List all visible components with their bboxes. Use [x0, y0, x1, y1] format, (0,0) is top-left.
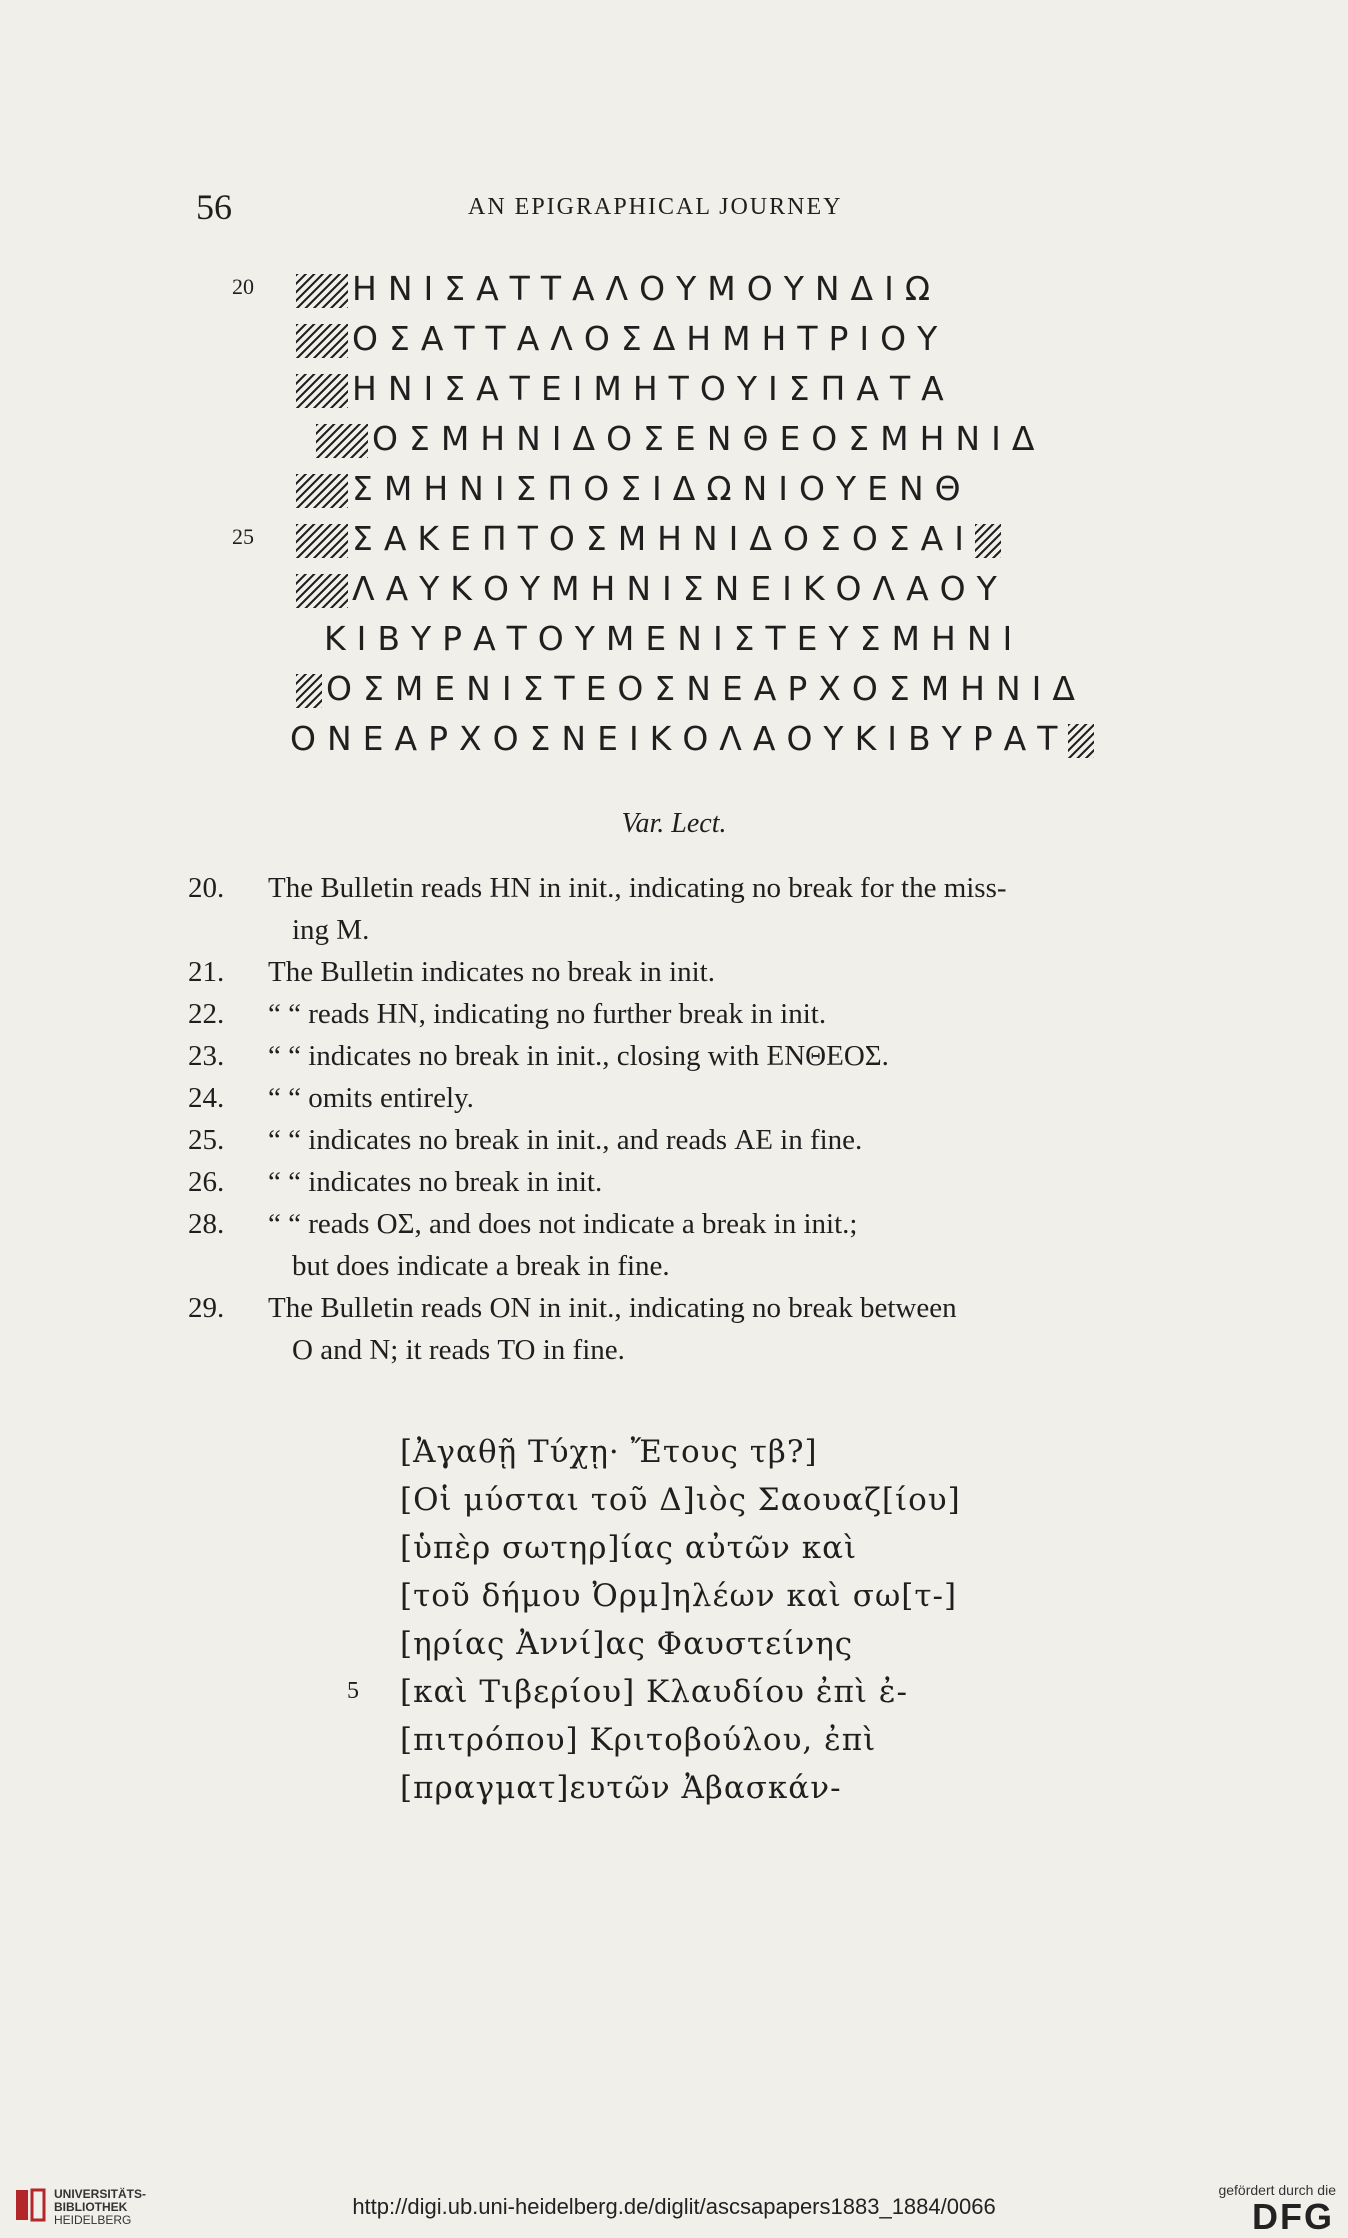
lacuna-hatch [296, 374, 348, 408]
inscription-line [0, 464, 1348, 514]
dfg-logo: DFG [1252, 2196, 1334, 2237]
inscription-text: ΟΝΕΑΡΧΟΣΝΕΙΚΟΛΑΟΥΚΙΒΥΡΑΤ [290, 719, 1069, 758]
inscription-line [0, 614, 1348, 664]
note-text: “ “ reads ΟΣ, and does not indicate a break in init.; [268, 1208, 858, 1240]
inscription-line [0, 314, 1348, 364]
note-item [0, 1040, 1348, 1082]
line-number: 20 [232, 274, 254, 299]
page-number: 56 [196, 187, 232, 227]
variant-readings-heading: Var. Lect. [621, 808, 727, 839]
greek-line [0, 1770, 1348, 1818]
note-number: 28. [188, 1208, 225, 1240]
inscription-line [0, 514, 1348, 564]
inscription-text: ΛΑΥΚΟΥΜΗΝΙΣΝΕΙΚΟΛΑΟΥ [352, 569, 1008, 608]
note-item [0, 872, 1348, 914]
inscription-text: ΗΝΙΣΑΤΕΙΜΗΤΟΥΙΣΠΑΤΑ [352, 369, 955, 408]
lacuna-hatch [1068, 724, 1094, 758]
line-number: 25 [232, 524, 254, 549]
funding-caption: gefördert durch die [1218, 2182, 1336, 2198]
line-number: 5 [347, 1678, 359, 1704]
greek-line [0, 1434, 1348, 1482]
note-text: “ “ omits entirely. [268, 1082, 474, 1114]
greek-line [0, 1674, 1348, 1722]
source-url-link[interactable]: http://digi.ub.uni-heidelberg.de/diglit/ascsapapers1883_1884/0066 [352, 2194, 996, 2219]
inscription-text: ΟΣΑΤΤΑΛΟΣΔΗΜΗΤΡΙΟΥ [352, 319, 949, 358]
note-number: 23. [188, 1040, 225, 1072]
inscription-text: ΟΣΜΗΝΙΔΟΣΕΝΘΕΟΣΜΗΝΙΔ [372, 419, 1046, 458]
note-item [0, 956, 1348, 998]
note-item [0, 1250, 1348, 1292]
lacuna-hatch [296, 274, 348, 308]
note-text: “ “ reads ΗΝ, indicating no further break in init. [268, 998, 827, 1030]
greek-text: [ηρίας Ἀννί]ας Φαυστείνης [400, 1626, 854, 1662]
lacuna-hatch [296, 324, 348, 358]
lacuna-hatch [296, 674, 322, 708]
greek-text: [πραγματ]ευτῶν Ἀβασκάν- [400, 1770, 842, 1806]
greek-text: [Ἀγαθῇ Τύχῃ· Ἔτους τβ?] [400, 1434, 818, 1470]
note-text: “ “ indicates no break in init., closing with ΕΝΘΕΟΣ. [268, 1040, 889, 1072]
note-text: ing Μ. [292, 914, 370, 946]
inscription-line [0, 564, 1348, 614]
note-text: The Bulletin reads ΟΝ in init., indicating no break between [268, 1292, 957, 1324]
note-item [0, 914, 1348, 956]
note-number: 22. [188, 998, 225, 1030]
lacuna-hatch [316, 424, 368, 458]
running-head: AN EPIGRAPHICAL JOURNEY [468, 194, 843, 220]
note-number: 21. [188, 956, 225, 988]
inscription-line [0, 364, 1348, 414]
page-header [0, 186, 1348, 236]
greek-line [0, 1530, 1348, 1578]
note-item [0, 1082, 1348, 1124]
note-text: The Bulletin indicates no break in init. [268, 956, 715, 988]
note-text: Ο and Ν; it reads ΤΟ in fine. [292, 1334, 625, 1366]
note-number: 20. [188, 872, 225, 904]
lacuna-hatch [975, 524, 1001, 558]
note-item [0, 1208, 1348, 1250]
lacuna-hatch [296, 474, 348, 508]
note-number: 25. [188, 1124, 225, 1156]
greek-line [0, 1578, 1348, 1626]
note-item [0, 1124, 1348, 1166]
greek-line [0, 1722, 1348, 1770]
lacuna-hatch [296, 524, 348, 558]
note-text: “ “ indicates no break in init., and reads ΑΕ in fine. [268, 1124, 863, 1156]
note-number: 29. [188, 1292, 225, 1324]
lacuna-hatch [296, 574, 348, 608]
greek-line [0, 1482, 1348, 1530]
note-item [0, 1166, 1348, 1208]
note-item [0, 1292, 1348, 1334]
inscription-text: ΚΙΒΥΡΑΤΟΥΜΕΝΙΣΤΕΥΣΜΗΝΙ [324, 619, 1024, 658]
inscription-line [0, 264, 1348, 314]
inscription-text: ΣΑΚΕΠΤΟΣΜΗΝΙΔΟΣΟΣΑΙ [352, 519, 975, 558]
greek-text: [τοῦ δήμου Ὀρμ]ηλέων καὶ σω[τ-] [400, 1578, 958, 1614]
greek-text: [Οἱ μύσται τοῦ Δ]ιὸς Σαουαζ[ίου] [400, 1482, 961, 1518]
footer [0, 2172, 1348, 2237]
greek-text: [πιτρόπου] Κριτοβούλου, ἐπὶ [400, 1722, 877, 1758]
greek-line [0, 1626, 1348, 1674]
greek-text: [ὑπὲρ σωτηρ]ίας αὐτῶν καὶ [400, 1530, 858, 1566]
inscription-text: ΗΝΙΣΑΤΤΑΛΟΥΜΟΥΝΔΙΩ [352, 269, 942, 308]
greek-text: [καὶ Τιβερίου] Κλαυδίου ἐπὶ ἐ- [400, 1674, 908, 1710]
inscription-text: ΟΣΜΕΝΙΣΤΕΟΣΝΕΑΡΧΟΣΜΗΝΙΔ [326, 669, 1086, 708]
note-number: 26. [188, 1166, 225, 1198]
inscription-line [0, 414, 1348, 464]
note-text: but does indicate a break in fine. [292, 1250, 670, 1282]
note-item [0, 1334, 1348, 1376]
note-number: 24. [188, 1082, 225, 1114]
library-name: UNIVERSITÄTS- BIBLIOTHEK HEIDELBERG [54, 2187, 147, 2227]
note-item [0, 998, 1348, 1040]
inscription-text: ΣΜΗΝΙΣΠΟΣΙΔΩΝΙΟΥΕΝΘ [352, 469, 972, 508]
note-text: The Bulletin reads ΗΝ in init., indicating no break for the miss- [268, 872, 1007, 904]
inscription-line [0, 664, 1348, 714]
note-text: “ “ indicates no break in init. [268, 1166, 603, 1198]
inscription-line [0, 714, 1348, 764]
